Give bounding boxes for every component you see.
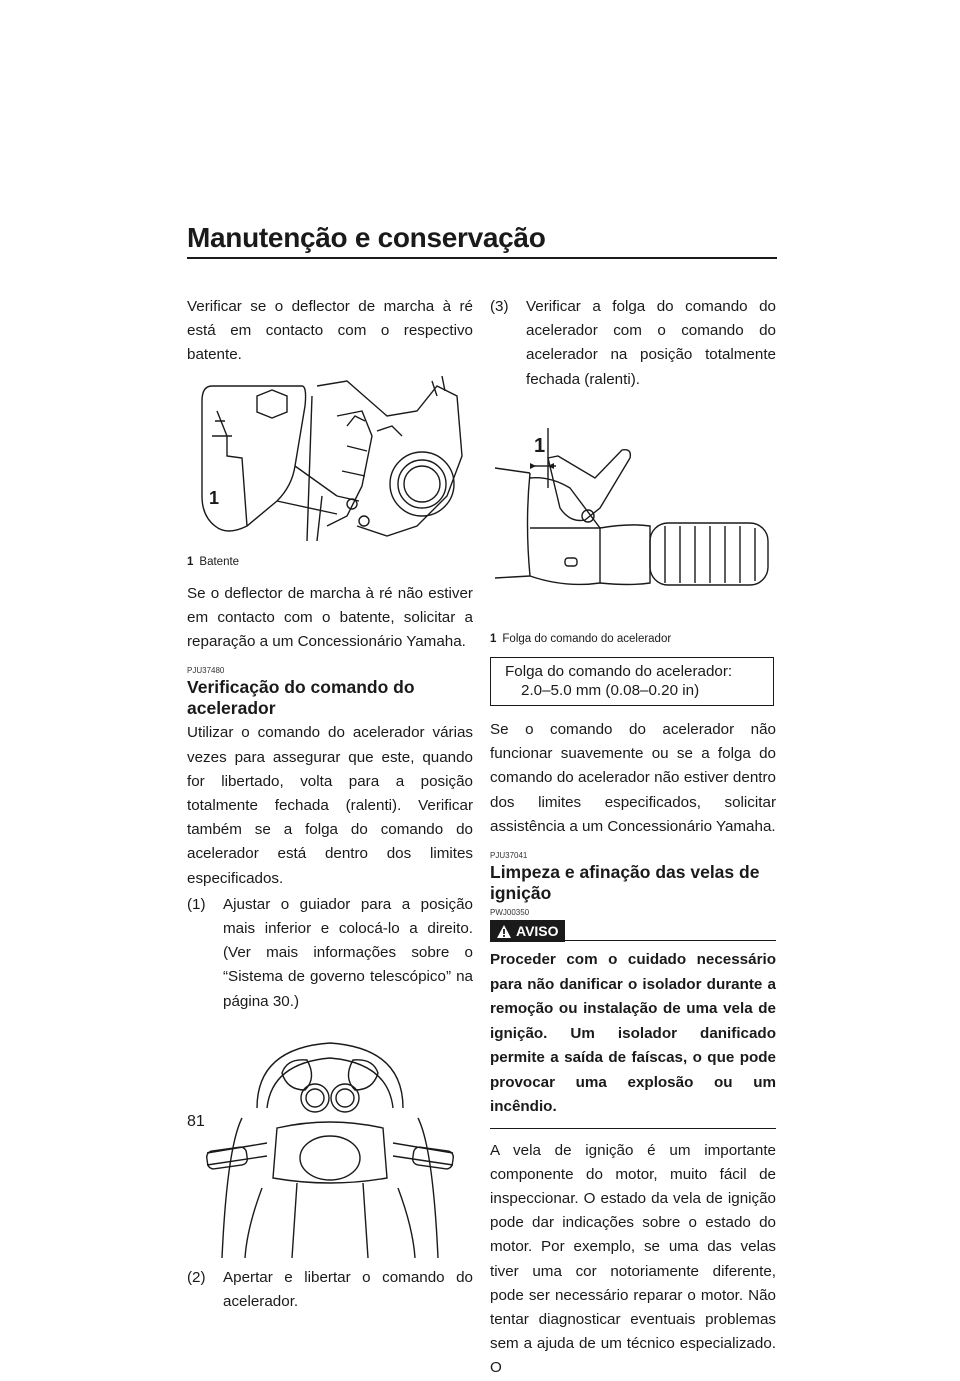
warning-triangle-icon [496,924,512,939]
page-number: 81 [187,1113,205,1130]
section-heading-spark-plugs: Limpeza e afinação das velas de ignição [490,862,760,904]
throttle-lever-illustration [490,398,776,598]
warning-text: Proceder com o cuidado necessário para não danificar o isolador durante a remoção ou instalação de uma vela de ignição. Um isolador danificado permite a saída de faíscas, o que pode provocar uma explosão ou um incêndio. [490,942,776,1129]
figure-reverse-stopper [187,376,473,570]
figure-callout: 1 [209,487,220,508]
throttle-paragraph: Utilizar o comando do acelerador várias vezes para assegurar que este, quando for libertado, volta para a posição totalmente fechada (ralenti). Verificar também se a folga do comando do acelerador está dentro dos limites especificados. [187,724,473,887]
step-2: (2) Apertar e libertar o comando do acelerador. [187,1268,473,1311]
throttle-service-paragraph: Se o comando do acelerador não funcionar suavemente ou se a folga do comando do acelerador não estiver dentro dos limites especificados, solicitar assistência a um Concessionário Yamaha. [490,721,776,835]
right-column [490,295,776,1381]
section-code: PJU37041 [490,851,528,861]
reverse-gate-stopper-illustration [187,376,473,546]
figure-caption: 1 Batente [187,555,240,568]
intro-paragraph: Verificar se o deflector de marcha à ré está em contacto com o respectivo batente. [187,298,473,364]
handlebar-illustration [187,1028,473,1258]
warning-header [490,920,776,942]
step-1: (1) Ajustar o guiador para a posição mais inferior e colocá-lo a direito. (Ver mais informações sobre o “Sistema de governo telescópico” na página 30.) [187,895,473,1010]
section-heading-throttle: Verificação do comando do acelerador [187,677,415,719]
section-code: PJU37480 [187,666,225,676]
spec-value: 2.0–5.0 mm (0.08–0.20 in) [521,682,700,700]
page-title: Manutenção e conservação [187,222,777,259]
spark-plug-paragraph: A vela de ignição é um importante componente do motor, muito fácil de inspeccionar. O estado da vela de ignição pode dar indicações sobre o estado do motor. Por exemplo, se uma das velas tiver uma cor notoriamente diferente, pode ser necessário reparar o motor. Não tentar diagnosticar eventuais problemas sem a ajuda de um técnico especializado. O [490,1141,776,1377]
warning-rule [565,940,776,941]
stopper-repair-paragraph: Se o deflector de marcha à ré não estiver em contacto com o batente, solicitar a reparação a um Concessionário Yamaha. [187,584,473,651]
figure-throttle-freeplay [490,398,776,647]
figure-callout: 1 [534,434,546,457]
spec-box [490,657,774,706]
warning-code: PWJ00350 [490,908,530,918]
figure-caption: 1 Folga do comando do acelerador [490,633,672,646]
warning-badge: AVISO [490,920,565,942]
spec-label: Folga do comando do acelerador: [505,663,733,681]
step-3: (3) Verificar a folga do comando do acelerador com o comando do acelerador na posição totalmente fechada (ralenti). [490,298,776,388]
left-column [187,295,473,1314]
